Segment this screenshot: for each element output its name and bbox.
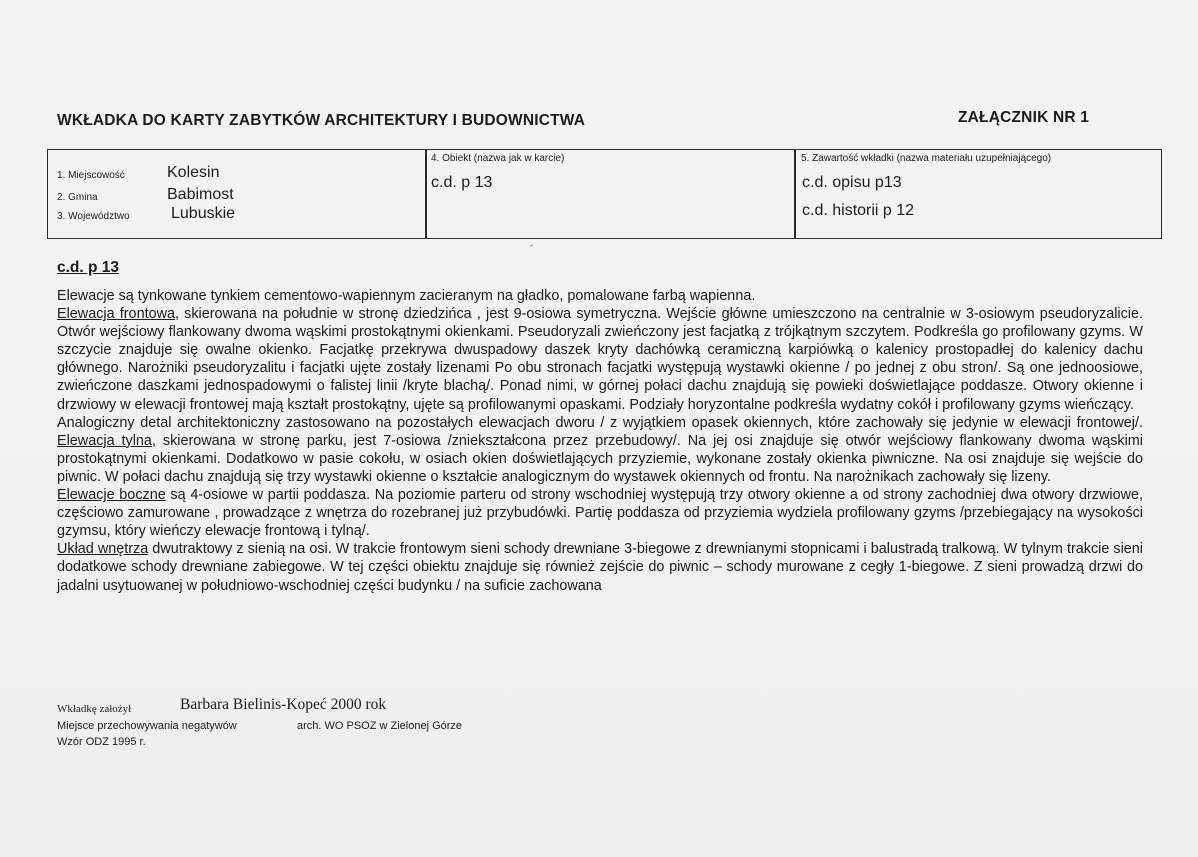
object-value: c.d. p 13 bbox=[431, 174, 493, 191]
description-body bbox=[57, 287, 1143, 595]
paragraph-side-elevations: Elewacje boczne są 4-osiowe w partii poddasza. Na poziomie parteru od strony wschodniej występują trzy otwory okienne a od strony zachodniej dwa otwory drzwiowe, częściowo zamurowane , prowadzące z wnętrza do rozebranej już przybudówki. Partię poddasza od przyziemia wydziela profilowany gzyms /przebiegający na wysokości gzymsu, który wieńczy elewacje frontową i tylną/. bbox=[57, 487, 1143, 540]
term-side-elevations: Elewacje boczne bbox=[57, 487, 166, 504]
voivodeship-value: Lubuskie bbox=[171, 205, 236, 222]
paragraph-elevations: Elewacje są tynkowane tynkiem cementowo-wapiennym zacieranym na gładko, pomalowane farbą wapienna. bbox=[57, 288, 756, 304]
municipality-label: 2. Gmina bbox=[57, 192, 98, 203]
paragraph-rear-elevation: Analogiczny detal architektoniczny zastosowano na pozostałych elewacjach dworu / z wyjątkiem opasek okiennych, które zachowały się jedynie w elewacji frontowej/. Elewacja tylna, skierowana w stronę parku, jest 7-osiowa /zniekształcona przez przebudowy/. Na jej osi znajduje się otwór wejściowy flankowany dwoma wąskimi prostokątnymi okienkami. Dodatkowo w pasie cokołu, w osiach okien doświetlających przyziemie, wykonane zostały okienka piwniczne. Na osi znajduje się wejście do piwnic. W połaci dachu znajdują się trzy wystawki okienne o kształcie analogicznym do wystawek okiennych od frontu. Na narożnikach zachowały się lizeny. bbox=[57, 414, 1143, 485]
municipality-value: Babimost bbox=[167, 186, 234, 203]
storage-value: arch. WO PSOZ w Zielonej Górze bbox=[297, 720, 463, 732]
locality-value: Kolesin bbox=[167, 164, 220, 181]
section-heading: c.d. p 13 bbox=[57, 259, 120, 276]
author-value: Barbara Bielinis-Kopeć 2000 rok bbox=[180, 696, 387, 713]
storage-label: Miejsce przechowywania negatywów bbox=[57, 720, 237, 732]
voivodeship-label: 3. Województwo bbox=[57, 211, 130, 222]
contents-value-1: c.d. opisu p13 bbox=[802, 174, 902, 191]
metadata-table bbox=[47, 149, 1162, 239]
term-interior-layout: Układ wnętrza bbox=[57, 541, 149, 558]
author-label: Wkładkę założył bbox=[57, 703, 132, 715]
table-divider bbox=[794, 150, 796, 238]
locality-label: 1. Miejscowość bbox=[57, 170, 125, 181]
paper-speck bbox=[530, 244, 533, 246]
paragraph-front-elevation: Elewacja frontowa, skierowana na południe w stronę dziedzińca , jest 9-osiowa symetryczna. Wejście główne umieszczono na centralnie w 3-osiowym pseudoryzalicie. Otwór wejściowy flankowany dwoma wąskimi prostokątnymi okienkami. Pseudoryzali zwieńczony jest facjatką z trójkątnym szczytem. Podkreśla go profilowany gzyms. W szczycie znajduje się owalne okienko. Facjatkę przekrywa dwuspadowy daszek kryty dachówką ceramiczną karpiówką o kalenicy prostopadłej do kalenicy dachu głównego. Narożniki pseudoryzalitu i facjatki ujęte zostały lizenami Po obu stronach facjatki występują wystawki okienne / po jednej z obu stron/. Są one jednoosiowe, zwieńczone daszkami jednospadowymi o falistej linii /kryte blachą/. Ponad nimi, w górnej połaci dachu znajdują się powieki doświetlające poddasze. Otwory okienne i drzwiowy w elewacji frontowej mają kształt prostokątny, ujęte są profilowanymi opaskami. Podziały horyzontalne podkreśla wydatny cokół i profilowany gzyms wieńczący. bbox=[57, 306, 1143, 413]
contents-value-2: c.d. historii p 12 bbox=[802, 202, 915, 219]
document-title: WKŁADKA DO KARTY ZABYTKÓW ARCHITEKTURY I BUDOWNICTWA bbox=[57, 112, 586, 129]
template-version: Wzór ODZ 1995 r. bbox=[57, 736, 146, 748]
object-label: 4. Obiekt (nazwa jak w karcie) bbox=[431, 153, 565, 164]
annex-number: ZAŁĄCZNIK NR 1 bbox=[958, 109, 1090, 126]
term-rear-elevation: Elewacja tylna bbox=[57, 432, 152, 449]
table-divider bbox=[425, 150, 427, 238]
contents-label: 5. Zawartość wkładki (nazwa materiału uzupełniającego) bbox=[801, 153, 1052, 164]
term-front-elevation: Elewacja frontowa bbox=[57, 306, 175, 323]
paragraph-interior-layout: Układ wnętrza dwutraktowy z sienią na osi. W trakcie frontowym sieni schody drewniane 3-biegowe z drewnianymi stopnicami i balustradą tralkową. W tylnym trakcie sieni dodatkowe schody drewniane zabiegowe. W tej części obiektu znajduje się również zejście do piwnic – schody murowane z cegły 1-biegowe. Z sieni prowadzą drzwi do jadalni usytuowanej w południowo-wschodniej części budynku / na suficie zachowana bbox=[57, 541, 1143, 594]
